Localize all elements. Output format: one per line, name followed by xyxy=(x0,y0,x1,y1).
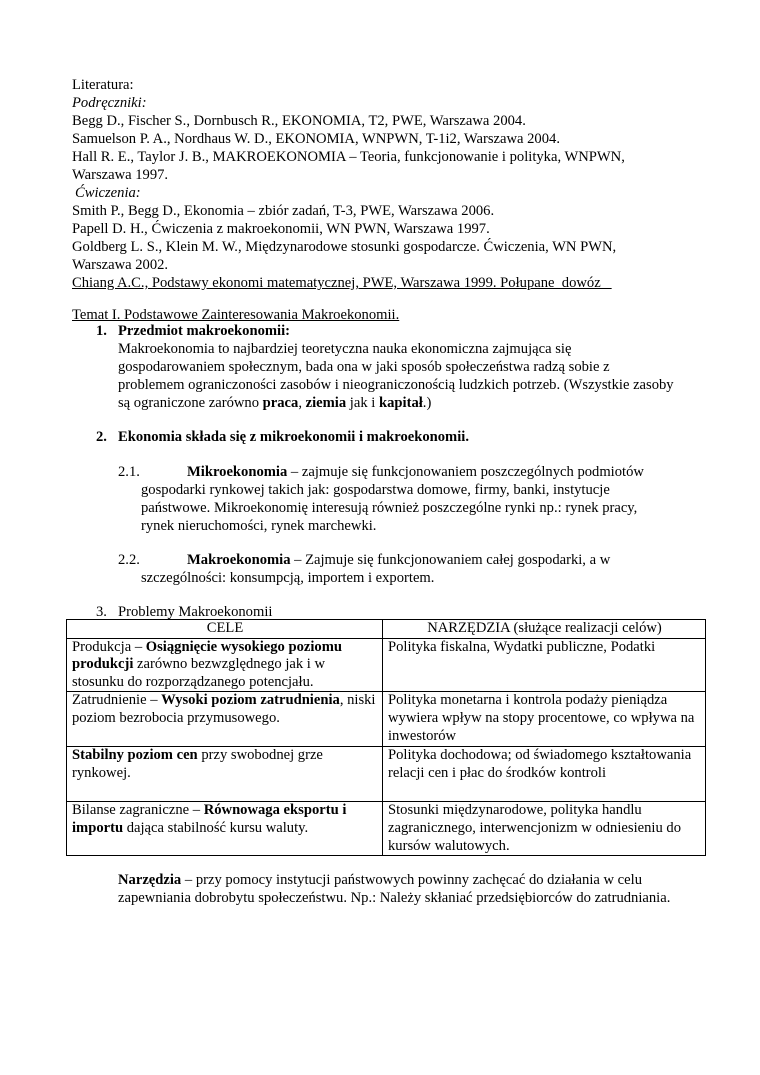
underlined-entry: Chiang A.C., Podstawy ekonomi matematycznej, PWE, Warszawa 1999. Połupane dowóz xyxy=(72,275,612,291)
section-1-title: Przedmiot makroekonomii: xyxy=(118,323,290,339)
section-1-number: 1. xyxy=(96,323,107,339)
table-row xyxy=(67,692,706,747)
tools-cell: Polityka monetarna i kontrola podaży pieniądza wywiera wpływ na stopy procentowe, co wpływa na inwestorów xyxy=(383,692,706,747)
section-3-title: Problemy Makroekonomii xyxy=(118,604,273,620)
textbook-entry: Samuelson P. A., Nordhaus W. D., EKONOMIA, WNPWN, T-1i2, Warszawa 2004. xyxy=(72,131,560,147)
table-header-row xyxy=(67,620,706,639)
goal-cell: Stabilny poziom cen przy swobodnej grze rynkowej. xyxy=(67,747,383,802)
subsection-2-2-first-line: Makroekonomia – Zajmuje się funkcjonowaniem całej gospodarki, a w xyxy=(187,552,611,568)
textbook-entry: Begg D., Fischer S., Dornbusch R., EKONOMIA, T2, PWE, Warszawa 2004. xyxy=(72,113,526,129)
goals-tools-table xyxy=(66,619,706,856)
term-ziemia: ziemia xyxy=(305,395,347,411)
header-narzedzia: NARZĘDZIA (służące realizacji celów) xyxy=(383,620,706,639)
subsection-2-2-body: szczególności: konsumpcją, importem i exportem. xyxy=(141,570,435,586)
topic-title: Temat I. Podstawowe Zainteresowania Makroekonomii. xyxy=(72,307,400,323)
goal-cell: Zatrudnienie – Wysoki poziom zatrudnienia, niski poziom bezrobocia przymusowego. xyxy=(67,692,383,747)
exercise-entry: Papell D. H., Ćwiczenia z makroekonomii, WN PWN, Warszawa 1997. xyxy=(72,221,490,237)
subsection-2-2-number: 2.2. xyxy=(118,552,140,568)
term-makroekonomia: Makroekonomia xyxy=(187,552,291,568)
textbook-entry: Hall R. E., Taylor J. B., MAKROEKONOMIA – Teoria, funkcjonowanie i polityka, WNPWN, xyxy=(72,149,625,165)
term-narzedzia: Narzędzia xyxy=(118,872,182,888)
term-praca: praca xyxy=(262,395,299,411)
table-row xyxy=(67,638,706,692)
tools-cell: Polityka dochodowa; od świadomego kształtowania relacji cen i płac do środków kontroli xyxy=(383,747,706,802)
exercise-entry: Goldberg L. S., Klein M. W., Międzynarodowe stosunki gospodarcze. Ćwiczenia, WN PWN, xyxy=(72,239,617,255)
tools-cell: Stosunki międzynarodowe, polityka handlu zagranicznego, interwencjonizm w odniesieniu do kursów walutowych. xyxy=(383,802,706,856)
exercise-entry: Smith P., Begg D., Ekonomia – zbiór zadań, T-3, PWE, Warszawa 2006. xyxy=(72,203,495,219)
subsection-2-1-number: 2.1. xyxy=(118,464,140,480)
goal-cell: Bilanse zagraniczne – Równowaga eksportu i importu dająca stabilność kursu waluty. xyxy=(67,802,383,856)
subsection-2-1-first-line: Mikroekonomia – zajmuje się funkcjonowaniem poszczególnych podmiotów xyxy=(187,464,644,480)
goal-cell: Produkcja – Osiągnięcie wysokiego poziomu produkcji zarówno bezwzględnego jak i w stosunku do rozporządzanego potencjału. xyxy=(67,638,383,692)
tools-note: Narzędzia – przy pomocy instytucji państwowych powinny zachęcać do działania w celu zapewniania dobrobytu społeczeństwu. Np.: Należy skłaniać przedsiębiorców do zatrudniania. xyxy=(118,872,671,906)
textbook-entry: Warszawa 1997. xyxy=(72,167,169,183)
term-mikroekonomia: Mikroekonomia xyxy=(187,464,288,480)
section-3-number: 3. xyxy=(96,604,107,620)
table-row xyxy=(67,802,706,856)
table-row xyxy=(67,747,706,802)
section-2-number: 2. xyxy=(96,429,107,445)
exercises-heading: Ćwiczenia: xyxy=(75,185,141,201)
tools-cell: Polityka fiskalna, Wydatki publiczne, Podatki xyxy=(383,638,706,692)
section-1-body: Makroekonomia to najbardziej teoretyczna nauka ekonomiczna zajmująca się gospodarowaniem społecznym, bada ona w jaki sposób społeczeństwa radzą sobie z problemem ograniczoności zasobów i nieograniczonością ludzkich potrzeb. (Wszystkie zasoby są ograniczone zarówno praca, ziemia jak i kapitał.) xyxy=(118,341,674,411)
header-cele: CELE xyxy=(67,620,383,639)
literature-heading: Literatura: xyxy=(72,77,134,93)
subsection-2-1-body: gospodarki rynkowej takich jak: gospodarstwa domowe, firmy, banki, instytucje państwowe. Mikroekonomię interesują również poszczególne rynki np.: rynek pracy, rynek nieruchomości, rynek marchewki. xyxy=(141,482,638,534)
exercise-entry: Warszawa 2002. xyxy=(72,257,169,273)
textbooks-heading: Podręczniki: xyxy=(72,95,147,111)
term-kapital: kapitał xyxy=(379,395,423,411)
section-2-title: Ekonomia składa się z mikroekonomii i makroekonomii. xyxy=(118,429,469,445)
